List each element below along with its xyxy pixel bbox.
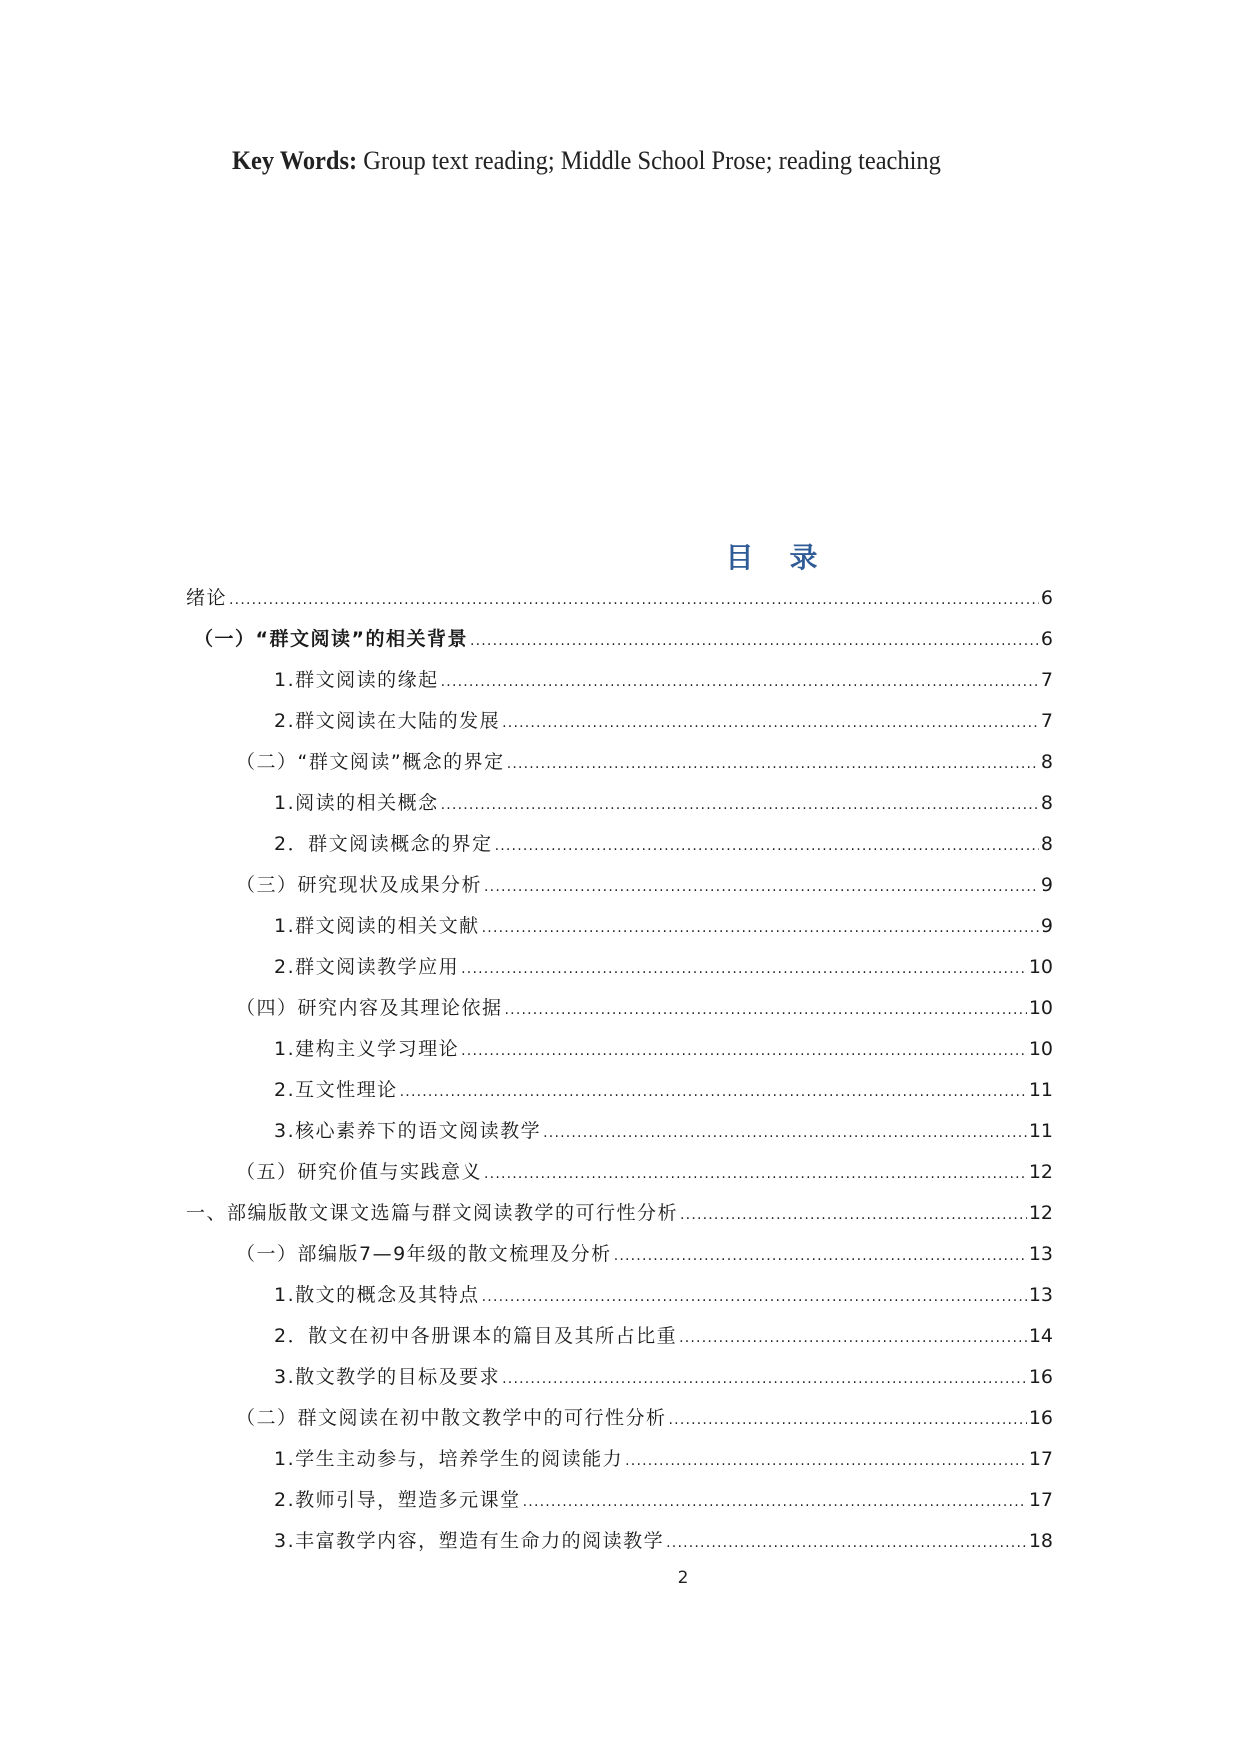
- toc-entry-page: 11: [1028, 1079, 1053, 1101]
- toc-entry[interactable]: [186, 660, 1053, 701]
- keywords-text: Group text reading; Middle School Prose; reading teaching: [357, 146, 941, 175]
- toc-dot-leader: [461, 949, 1027, 990]
- toc-entry[interactable]: [186, 1029, 1053, 1070]
- toc-entry[interactable]: [186, 1316, 1053, 1357]
- toc-title: [0, 536, 1240, 576]
- keywords-label: Key Words:: [232, 146, 358, 175]
- toc-dot-leader: [614, 1236, 1027, 1277]
- toc-entry-label: （一）部编版7—9年级的散文梳理及分析: [236, 1243, 612, 1265]
- toc-entry[interactable]: [186, 988, 1053, 1029]
- toc-dot-leader: [495, 826, 1039, 867]
- toc-entry[interactable]: [186, 906, 1053, 947]
- toc-entry-label: 1.散文的概念及其特点: [274, 1284, 480, 1306]
- toc-entry-page: 6: [1040, 587, 1053, 609]
- toc-entry-label: 一、部编版散文课文选篇与群文阅读教学的可行性分析: [186, 1202, 679, 1224]
- toc-dot-leader: [482, 1277, 1027, 1318]
- keywords-line: [232, 146, 941, 176]
- toc-entry-label: 2.教师引导，塑造多元课堂: [274, 1489, 521, 1511]
- toc-dot-leader: [625, 1441, 1027, 1482]
- toc-entry-page: 17: [1028, 1489, 1053, 1511]
- page-number: 2: [677, 1568, 689, 1588]
- toc-dot-leader: [680, 1195, 1027, 1236]
- toc-dot-leader: [523, 1482, 1027, 1523]
- toc-dot-leader: [441, 662, 1039, 703]
- toc-dot-leader: [441, 785, 1039, 826]
- table-of-contents: [186, 578, 1053, 1562]
- toc-dot-leader: [679, 1318, 1027, 1359]
- toc-entry[interactable]: [186, 701, 1053, 742]
- toc-entry-label: 2.群文阅读教学应用: [274, 956, 460, 978]
- toc-entry-label: （四）研究内容及其理论依据: [236, 997, 503, 1019]
- toc-entry[interactable]: [186, 865, 1053, 906]
- toc-entry-page: 11: [1028, 1120, 1053, 1142]
- toc-dot-leader: [484, 867, 1039, 908]
- toc-entry[interactable]: [186, 1398, 1053, 1439]
- toc-entry-page: 12: [1028, 1202, 1053, 1224]
- toc-entry-label: 3.丰富教学内容，塑造有生命力的阅读教学: [274, 1530, 665, 1552]
- toc-entry-label: 2．散文在初中各册课本的篇目及其所占比重: [274, 1325, 678, 1347]
- toc-entry-label: 2.群文阅读在大陆的发展: [274, 710, 501, 732]
- toc-entry-page: 13: [1028, 1284, 1053, 1306]
- toc-dot-leader: [400, 1072, 1027, 1113]
- toc-entry[interactable]: [186, 1357, 1053, 1398]
- toc-entry-label: （三）研究现状及成果分析: [236, 874, 483, 896]
- toc-dot-leader: [502, 1359, 1027, 1400]
- toc-entry-label: （一）“群文阅读”的相关背景: [194, 628, 468, 650]
- toc-dot-leader: [507, 744, 1039, 785]
- toc-entry-page: 17: [1028, 1448, 1053, 1470]
- toc-dot-leader: [502, 703, 1039, 744]
- toc-entry[interactable]: [186, 578, 1053, 619]
- toc-entry-page: 7: [1040, 669, 1053, 691]
- toc-entry-page: 9: [1040, 915, 1053, 937]
- toc-entry[interactable]: [186, 947, 1053, 988]
- toc-entry-label: 1.学生主动参与，培养学生的阅读能力: [274, 1448, 624, 1470]
- toc-dot-leader: [461, 1031, 1027, 1072]
- toc-entry-label: 2.互文性理论: [274, 1079, 398, 1101]
- toc-entry-label: 1.群文阅读的缘起: [274, 669, 439, 691]
- toc-entry[interactable]: [186, 619, 1053, 660]
- toc-entry[interactable]: [186, 742, 1053, 783]
- toc-dot-leader: [669, 1400, 1027, 1441]
- toc-entry-page: 7: [1040, 710, 1053, 732]
- toc-entry-label: （二）群文阅读在初中散文教学中的可行性分析: [236, 1407, 667, 1429]
- toc-dot-leader: [505, 990, 1027, 1031]
- toc-title-part2: 录: [789, 541, 820, 574]
- toc-entry-label: 1.阅读的相关概念: [274, 792, 439, 814]
- toc-entry-page: 18: [1028, 1530, 1053, 1552]
- toc-entry[interactable]: [186, 1234, 1053, 1275]
- toc-entry-page: 10: [1028, 956, 1053, 978]
- toc-entry[interactable]: [186, 1070, 1053, 1111]
- toc-entry-label: 1.群文阅读的相关文献: [274, 915, 480, 937]
- toc-entry-page: 6: [1040, 628, 1053, 650]
- toc-entry[interactable]: [186, 1111, 1053, 1152]
- toc-entry[interactable]: [186, 1275, 1053, 1316]
- toc-entry-page: 12: [1028, 1161, 1053, 1183]
- toc-dot-leader: [229, 580, 1039, 621]
- toc-entry[interactable]: [186, 1521, 1053, 1562]
- toc-dot-leader: [470, 621, 1039, 662]
- toc-entry-page: 8: [1040, 751, 1053, 773]
- toc-entry[interactable]: [186, 783, 1053, 824]
- toc-entry-page: 10: [1028, 997, 1053, 1019]
- toc-entry-page: 9: [1040, 874, 1053, 896]
- toc-entry-label: 2．群文阅读概念的界定: [274, 833, 493, 855]
- toc-dot-leader: [543, 1113, 1027, 1154]
- toc-entry-page: 10: [1028, 1038, 1053, 1060]
- toc-entry-label: 1.建构主义学习理论: [274, 1038, 460, 1060]
- toc-entry-label: 3.核心素养下的语文阅读教学: [274, 1120, 542, 1142]
- toc-entry-page: 14: [1028, 1325, 1053, 1347]
- toc-entry-label: （五）研究价值与实践意义: [236, 1161, 483, 1183]
- toc-entry[interactable]: [186, 1439, 1053, 1480]
- toc-entry-page: 8: [1040, 792, 1053, 814]
- toc-entry-label: 3.散文教学的目标及要求: [274, 1366, 501, 1388]
- toc-dot-leader: [484, 1154, 1027, 1195]
- toc-entry-page: 8: [1040, 833, 1053, 855]
- toc-entry-label: 绪论: [186, 587, 228, 609]
- toc-entry[interactable]: [186, 1193, 1053, 1234]
- toc-entry-page: 16: [1028, 1366, 1053, 1388]
- toc-entry-page: 16: [1028, 1407, 1053, 1429]
- toc-dot-leader: [666, 1523, 1027, 1564]
- toc-entry-label: （二）“群文阅读”概念的界定: [236, 751, 505, 773]
- toc-entry[interactable]: [186, 824, 1053, 865]
- toc-title-part1: 目: [725, 541, 756, 574]
- toc-entry[interactable]: [186, 1480, 1053, 1521]
- toc-dot-leader: [482, 908, 1039, 949]
- toc-entry[interactable]: [186, 1152, 1053, 1193]
- toc-entry-page: 13: [1028, 1243, 1053, 1265]
